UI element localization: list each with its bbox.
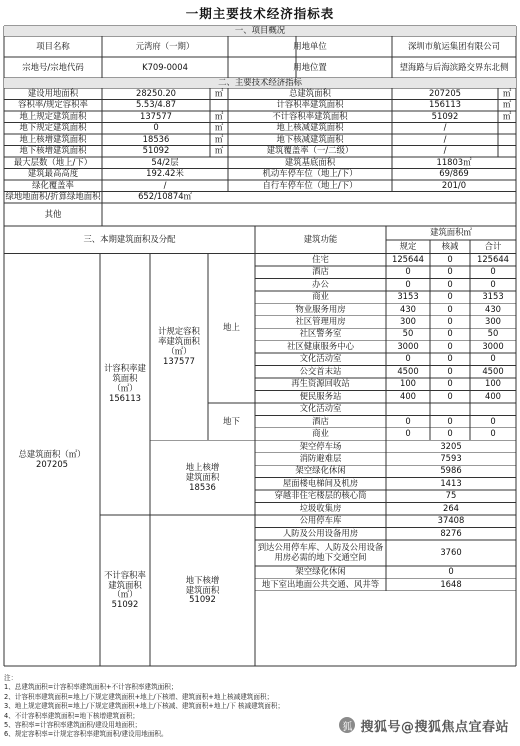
total_gfa-label: 总建筑面积 xyxy=(289,88,331,98)
below-value: 8276 xyxy=(440,527,462,538)
increment-function: 穿越非住宅楼层的核心筒 xyxy=(274,490,367,501)
below_incr-value: 51092 xyxy=(142,145,170,156)
land_area-value: 28250.20 xyxy=(136,88,176,98)
below_reg-unit: ㎡ xyxy=(214,122,224,133)
parcel-label: 宗地号/宗地代码 xyxy=(22,61,84,72)
above_reg-unit: ㎡ xyxy=(214,111,224,121)
row-regulated: 100 xyxy=(400,378,416,389)
watermark-text: 搜狐号@搜狐焦点宜春站 xyxy=(360,719,509,735)
above_incr-label: 地上核增建筑面积 xyxy=(19,134,87,144)
green-label: 绿化覆盖率 xyxy=(32,180,74,190)
far_gfa-unit: ㎡ xyxy=(502,99,512,110)
below_reg-value: 0 xyxy=(153,122,159,133)
note-line: 3、地上规定建筑面积=地上/下规定建筑面积+地上/下核减、建筑面积+地上/下 核减建筑面积； xyxy=(4,702,285,711)
row-regulated: 0 xyxy=(405,266,411,277)
increment-value: 7593 xyxy=(440,452,462,463)
below_incr-unit: ㎡ xyxy=(214,145,224,156)
regulated-far-label: 计规定容积 率建筑面积 （㎡） 137577 xyxy=(158,326,200,366)
row-function: 酒店 xyxy=(312,415,329,426)
parcel-value-2: 望海路与后海滨路交界东北侧 xyxy=(399,61,509,72)
row-function: 便民服务站 xyxy=(299,390,342,401)
below-value: 3760 xyxy=(440,546,462,557)
increment-value: 75 xyxy=(445,490,457,501)
row-regulated: 3000 xyxy=(397,340,419,351)
row-regulated xyxy=(386,403,430,415)
above_reg-label: 地上规定建筑面积 xyxy=(19,111,87,121)
nonfar-unit: ㎡ xyxy=(502,111,512,121)
row-regulated: 430 xyxy=(400,303,416,314)
below_verify-value: / xyxy=(443,134,447,144)
row-verified: 0 xyxy=(447,428,453,439)
project-name-label-2: 用地单位 xyxy=(293,40,327,51)
base_area-label: 建筑基底面积 xyxy=(284,157,336,167)
row-function: 社区管理用房 xyxy=(295,316,346,327)
far_gfa-label: 计容积率建筑面积 xyxy=(276,99,344,110)
increment-function: 屋面楼电梯间及机房 xyxy=(282,477,359,488)
row-total: 0 xyxy=(490,415,496,426)
parcel-label-2: 用地位置 xyxy=(293,61,327,72)
other-label: 其他 xyxy=(44,208,62,219)
note-line: 5、容积率=计容积率建筑面积/建设用地面积； xyxy=(4,721,142,730)
coverage-value: / xyxy=(443,145,447,156)
increment-function: 垃圾收集房 xyxy=(299,502,342,513)
project-name-value: 元湾府（一期） xyxy=(135,40,195,51)
above_verify-value: / xyxy=(443,122,447,133)
floors-value: 54/2层 xyxy=(151,157,179,167)
row-regulated: 125644 xyxy=(392,253,424,264)
row-total xyxy=(470,403,516,415)
non-far-gfa-label: 不计容积率 建筑面积 （㎡） 51092 xyxy=(104,569,146,610)
row-verified: 0 xyxy=(447,278,453,289)
row-verified: 0 xyxy=(447,340,453,351)
row-verified: 0 xyxy=(447,415,453,426)
parcel-value: K709-0004 xyxy=(142,61,188,72)
row-verified: 0 xyxy=(447,328,453,339)
row-function: 酒店 xyxy=(312,266,329,277)
car-label: 机动车停车位（地上/下） xyxy=(262,168,358,179)
row-verified xyxy=(430,403,470,415)
row-function: 再生资源回收站 xyxy=(291,378,350,389)
row-total: 0 xyxy=(490,266,496,277)
row-total: 430 xyxy=(485,303,501,314)
car-value: 69/869 xyxy=(439,168,469,179)
total_gfa-unit: ㎡ xyxy=(502,88,512,98)
row-function: 物业服务用房 xyxy=(295,303,346,314)
row-function: 文化活动室 xyxy=(299,403,342,414)
section-header-indicators: 二、主要技术经济指标 xyxy=(4,78,516,88)
row-regulated: 0 xyxy=(405,278,411,289)
note-line: 4、不计容积率建筑面积=地下核增建筑面积； xyxy=(4,711,140,720)
function-header: 建筑功能 xyxy=(303,233,338,244)
row-regulated: 0 xyxy=(405,353,411,364)
green-area-value: 652/10874㎡ xyxy=(138,191,192,202)
row-verified: 0 xyxy=(447,253,453,264)
above_incr-unit: ㎡ xyxy=(214,134,224,144)
land_area-unit: ㎡ xyxy=(214,88,224,98)
nonfar-value: 51092 xyxy=(431,111,459,121)
row-total: 3153 xyxy=(482,291,504,302)
increment-function: 架空停车场 xyxy=(299,440,342,451)
row-regulated: 400 xyxy=(400,390,416,401)
above-ground-label: 地上 xyxy=(223,322,240,333)
section-header-allocation: 三、本期建筑面积及分配 xyxy=(83,233,176,244)
row-regulated: 50 xyxy=(402,328,414,339)
watermark xyxy=(336,714,512,736)
nonfar-label: 不计容积率建筑面积 xyxy=(272,111,348,121)
below-function: 人防及公用设备用房 xyxy=(282,527,359,538)
below_reg-label: 地下规定建筑面积 xyxy=(19,122,87,133)
increment-function: 架空绿化休闲 xyxy=(295,465,346,476)
total-gfa-label: 总建筑面积（㎡） 207205 xyxy=(18,448,86,469)
height-label: 建筑最高高度 xyxy=(27,168,79,179)
row-total: 4500 xyxy=(482,365,504,376)
row-total: 125644 xyxy=(477,253,509,264)
below-function: 公用停车库 xyxy=(299,515,342,526)
height-value: 192.42米 xyxy=(146,168,184,179)
below-increment-label: 地下核增 建筑面积 51092 xyxy=(185,574,220,605)
row-total: 0 xyxy=(490,353,496,364)
increment-value: 3205 xyxy=(440,440,462,451)
base_area-value: 11803㎡ xyxy=(436,157,472,167)
row-total: 400 xyxy=(485,390,501,401)
increment-function: 消防避难层 xyxy=(299,452,342,463)
row-regulated: 4500 xyxy=(397,365,419,376)
row-total: 300 xyxy=(485,316,501,327)
note-line: 6、规定容积率=计规定容积率建筑面积/建设用地面积。 xyxy=(4,730,168,739)
row-function: 社区警务室 xyxy=(299,328,342,339)
below-value: 1648 xyxy=(440,578,462,589)
below-value: 37408 xyxy=(437,515,465,526)
row-total: 0 xyxy=(490,278,496,289)
table-title: 一期主要技术经济指标表 xyxy=(185,6,335,21)
green-area-label: 绿地地面积/折算绿地面积 xyxy=(5,191,101,202)
row-regulated: 3153 xyxy=(397,291,419,302)
row-function: 住宅 xyxy=(312,253,329,264)
row-verified: 0 xyxy=(447,390,453,401)
row-total: 100 xyxy=(485,378,501,389)
row-total: 3000 xyxy=(482,340,504,351)
row-regulated: 0 xyxy=(405,415,411,426)
increment-value: 1413 xyxy=(440,477,462,488)
section-header-overview: 一、项目概况 xyxy=(4,26,516,36)
coverage-label: 建筑覆盖率（一/二级） xyxy=(266,145,354,156)
row-regulated: 300 xyxy=(400,316,416,327)
row-verified: 0 xyxy=(447,303,453,314)
row-function: 办公 xyxy=(312,278,329,289)
increment-value: 5986 xyxy=(440,465,462,476)
row-verified: 0 xyxy=(447,316,453,327)
below_verify-label: 地下核减建筑面积 xyxy=(276,134,344,144)
row-total: 0 xyxy=(490,428,496,439)
below-ground-label: 地下 xyxy=(223,415,240,426)
row-verified: 0 xyxy=(447,353,453,364)
row-function: 文化活动室 xyxy=(299,353,342,364)
row-function: 商业 xyxy=(312,291,329,302)
row-verified: 0 xyxy=(447,291,453,302)
col-total: 合计 xyxy=(484,240,502,251)
below_incr-label: 地下核增建筑面积 xyxy=(19,145,87,156)
row-verified: 0 xyxy=(447,378,453,389)
col-regulated: 规定 xyxy=(399,240,417,251)
far-value: 5.53/4.87 xyxy=(135,99,177,110)
col-verified: 核减 xyxy=(441,240,459,251)
below-function: 地下室出地面公共交通、风井等 xyxy=(261,578,380,589)
below-value: 0 xyxy=(448,566,454,577)
below-function: 架空绿化休闲 xyxy=(295,566,346,577)
bike-label: 自行车停车位（地上/下） xyxy=(262,180,358,190)
far-label: 容积率/规定容积率 xyxy=(18,99,88,110)
note-line: 2、计容积率建筑面积=地上/下规定建筑面积+地上/下核增、建筑面积+地上核减建筑面积； xyxy=(4,692,274,701)
row-function: 商业 xyxy=(312,428,329,439)
project-name-value-2: 深圳市航运集团有限公司 xyxy=(407,40,501,51)
row-regulated: 0 xyxy=(405,428,411,439)
row-function: 公交首末站 xyxy=(299,365,342,376)
bike-value: 201/0 xyxy=(441,180,467,190)
area-header: 建筑面积㎡ xyxy=(430,227,472,238)
row-total: 50 xyxy=(487,328,499,339)
above_incr-value: 18536 xyxy=(142,134,170,144)
green-value: / xyxy=(163,180,167,190)
row-verified: 0 xyxy=(447,266,453,277)
floors-label: 最大层数（地上/下） xyxy=(13,157,93,167)
far-gfa-label: 计容积率建 筑面积 （㎡） 156113 xyxy=(104,363,146,404)
note-line: 注： xyxy=(4,674,18,682)
row-verified: 0 xyxy=(447,365,453,376)
below-function: 到达公用停车库、人防及公用设备 用房必需的地下交通空间 xyxy=(257,541,384,562)
above_verify-label: 地上核减建筑面积 xyxy=(276,122,344,133)
land_area-label: 建设用地面积 xyxy=(27,88,79,98)
above_reg-value: 137577 xyxy=(140,111,172,121)
increment-value: 264 xyxy=(443,502,459,513)
above-increment-label: 地上核增 建筑面积 18536 xyxy=(185,461,220,492)
sohu-logo-icon: 狐 xyxy=(339,717,355,733)
note-line: 1、总建筑面积=计容积率建筑面积+不计容积率建筑面积； xyxy=(4,683,178,692)
total_gfa-value: 207205 xyxy=(429,88,461,98)
far_gfa-value: 156113 xyxy=(429,99,461,110)
row-function: 社区健康服务中心 xyxy=(287,340,354,351)
project-name-label: 项目名称 xyxy=(36,40,70,51)
